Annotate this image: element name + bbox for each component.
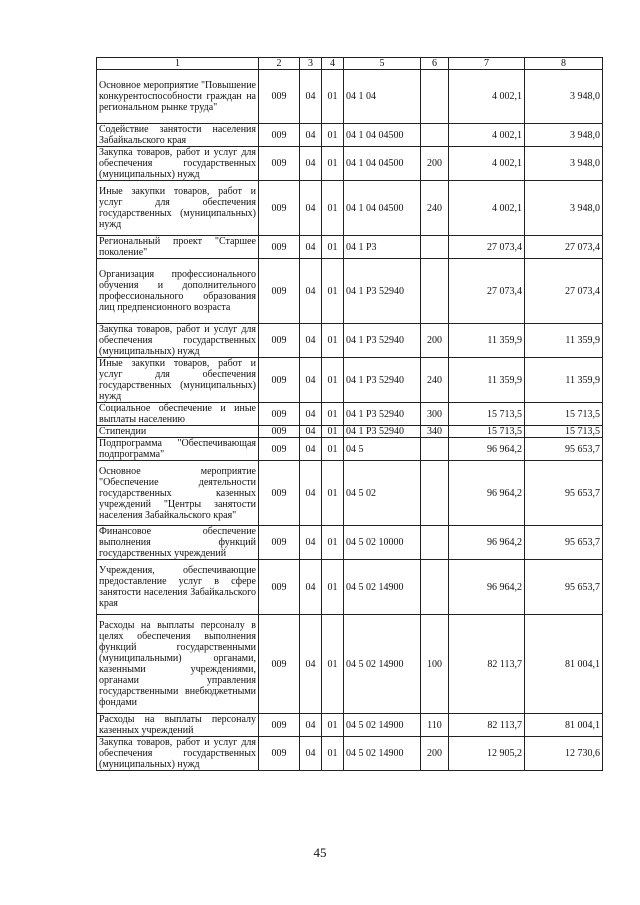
subsection-code: 01: [322, 560, 344, 615]
table-row: [97, 526, 603, 560]
table-row: [97, 615, 603, 714]
amount-col-7: 27 073,4: [449, 259, 525, 324]
table-row: [97, 426, 603, 438]
amount-col-7: 4 002,1: [449, 70, 525, 124]
section-code: 04: [300, 324, 322, 358]
admin-code: 009: [259, 403, 300, 426]
column-header: 6: [421, 58, 449, 70]
admin-code: 009: [259, 438, 300, 461]
amount-col-8: 27 073,4: [525, 236, 603, 259]
subsection-code: 01: [322, 358, 344, 403]
table-row: [97, 560, 603, 615]
target-code: 04 1 04: [344, 70, 421, 124]
column-header: 1: [97, 58, 259, 70]
row-name: Закупка товаров, работ и услуг для обеспечения государственных (муниципальных) нужд: [97, 147, 259, 181]
target-code: 04 1 04 04500: [344, 181, 421, 236]
expense-type-code: [421, 461, 449, 526]
row-name: Расходы на выплаты персоналу казенных учреждений: [97, 714, 259, 737]
amount-col-7: 4 002,1: [449, 124, 525, 147]
table-row: [97, 403, 603, 426]
expense-type-code: [421, 560, 449, 615]
expense-type-code: 200: [421, 737, 449, 771]
admin-code: 009: [259, 70, 300, 124]
amount-col-7: 96 964,2: [449, 526, 525, 560]
table-row: [97, 438, 603, 461]
table-row: [97, 358, 603, 403]
target-code: 04 5 02 14900: [344, 714, 421, 737]
section-code: 04: [300, 615, 322, 714]
amount-col-8: 11 359,9: [525, 324, 603, 358]
row-name: Содействие занятости населения Забайкальского края: [97, 124, 259, 147]
table-row: [97, 737, 603, 771]
table-body: [97, 58, 603, 771]
amount-col-7: 27 073,4: [449, 236, 525, 259]
expense-type-code: 240: [421, 358, 449, 403]
amount-col-8: 15 713,5: [525, 403, 603, 426]
admin-code: 009: [259, 461, 300, 526]
page-number: 45: [313, 845, 327, 860]
amount-col-7: 11 359,9: [449, 358, 525, 403]
expense-type-code: [421, 438, 449, 461]
admin-code: 009: [259, 181, 300, 236]
expense-type-code: 200: [421, 147, 449, 181]
amount-col-7: 11 359,9: [449, 324, 525, 358]
section-code: 04: [300, 403, 322, 426]
subsection-code: 01: [322, 737, 344, 771]
subsection-code: 01: [322, 714, 344, 737]
target-code: 04 5 02: [344, 461, 421, 526]
section-code: 04: [300, 560, 322, 615]
subsection-code: 01: [322, 70, 344, 124]
target-code: 04 5 02 14900: [344, 615, 421, 714]
amount-col-8: 81 004,1: [525, 714, 603, 737]
section-code: 04: [300, 426, 322, 438]
admin-code: 009: [259, 615, 300, 714]
expense-type-code: 110: [421, 714, 449, 737]
amount-col-7: 4 002,1: [449, 181, 525, 236]
subsection-code: 01: [322, 461, 344, 526]
amount-col-7: 15 713,5: [449, 426, 525, 438]
amount-col-7: 12 905,2: [449, 737, 525, 771]
section-code: 04: [300, 737, 322, 771]
row-name: Основное мероприятие "Повышение конкурентоспособности граждан на региональном рынке труда": [97, 70, 259, 124]
amount-col-8: 27 073,4: [525, 259, 603, 324]
table-row: [97, 147, 603, 181]
subsection-code: 01: [322, 124, 344, 147]
admin-code: 009: [259, 358, 300, 403]
target-code: 04 5 02 14900: [344, 737, 421, 771]
amount-col-8: 3 948,0: [525, 124, 603, 147]
subsection-code: 01: [322, 526, 344, 560]
subsection-code: 01: [322, 403, 344, 426]
expense-type-code: 240: [421, 181, 449, 236]
expense-type-code: [421, 124, 449, 147]
amount-col-8: 95 653,7: [525, 526, 603, 560]
column-header: 4: [322, 58, 344, 70]
target-code: 04 1 P3 52940: [344, 426, 421, 438]
section-code: 04: [300, 461, 322, 526]
table-row: [97, 181, 603, 236]
admin-code: 009: [259, 324, 300, 358]
section-code: 04: [300, 147, 322, 181]
expense-type-code: 100: [421, 615, 449, 714]
amount-col-7: 82 113,7: [449, 714, 525, 737]
section-code: 04: [300, 70, 322, 124]
expense-type-code: [421, 259, 449, 324]
row-name: Учреждения, обеспечивающие предоставление услуг в сфере занятости населения Забайкальского края: [97, 560, 259, 615]
amount-col-8: 12 730,6: [525, 737, 603, 771]
expense-type-code: [421, 236, 449, 259]
row-name: Иные закупки товаров, работ и услуг для обеспечения государственных (муниципальных) нужд: [97, 358, 259, 403]
row-name: Расходы на выплаты персоналу в целях обеспечения выполнения функций государственными (муниципальными) органами, казенными учреждениями, органами управления государственными внебюджетными фондами: [97, 615, 259, 714]
amount-col-8: 81 004,1: [525, 615, 603, 714]
row-name: Финансовое обеспечение выполнения функций государственных учреждений: [97, 526, 259, 560]
subsection-code: 01: [322, 147, 344, 181]
budget-table: [96, 57, 603, 771]
expense-type-code: [421, 526, 449, 560]
table-header-row: [97, 58, 603, 70]
section-code: 04: [300, 714, 322, 737]
subsection-code: 01: [322, 615, 344, 714]
expense-type-code: [421, 70, 449, 124]
target-code: 04 1 04 04500: [344, 147, 421, 181]
amount-col-8: 95 653,7: [525, 438, 603, 461]
target-code: 04 1 P3 52940: [344, 324, 421, 358]
amount-col-8: 3 948,0: [525, 70, 603, 124]
amount-col-8: 11 359,9: [525, 358, 603, 403]
amount-col-8: 95 653,7: [525, 560, 603, 615]
amount-col-8: 3 948,0: [525, 147, 603, 181]
row-name: Организация профессионального обучения и дополнительного профессионального образования лиц предпенсионного возраста: [97, 259, 259, 324]
admin-code: 009: [259, 124, 300, 147]
subsection-code: 01: [322, 324, 344, 358]
row-name: Основное мероприятие "Обеспечение деятельности государственных казенных учреждений "Центры занятости населения Забайкальского края": [97, 461, 259, 526]
row-name: Социальное обеспечение и иные выплаты населению: [97, 403, 259, 426]
admin-code: 009: [259, 714, 300, 737]
section-code: 04: [300, 438, 322, 461]
row-name: Иные закупки товаров, работ и услуг для обеспечения государственных (муниципальных) нужд: [97, 181, 259, 236]
admin-code: 009: [259, 526, 300, 560]
section-code: 04: [300, 236, 322, 259]
admin-code: 009: [259, 426, 300, 438]
target-code: 04 5: [344, 438, 421, 461]
amount-col-8: 3 948,0: [525, 181, 603, 236]
target-code: 04 1 P3 52940: [344, 259, 421, 324]
subsection-code: 01: [322, 259, 344, 324]
amount-col-7: 15 713,5: [449, 403, 525, 426]
expense-type-code: 200: [421, 324, 449, 358]
expense-type-code: 340: [421, 426, 449, 438]
amount-col-7: 4 002,1: [449, 147, 525, 181]
section-code: 04: [300, 358, 322, 403]
section-code: 04: [300, 259, 322, 324]
subsection-code: 01: [322, 426, 344, 438]
amount-col-7: 96 964,2: [449, 438, 525, 461]
amount-col-8: 95 653,7: [525, 461, 603, 526]
section-code: 04: [300, 181, 322, 236]
subsection-code: 01: [322, 181, 344, 236]
amount-col-8: 15 713,5: [525, 426, 603, 438]
row-name: Региональный проект "Старшее поколение": [97, 236, 259, 259]
row-name: Закупка товаров, работ и услуг для обеспечения государственных (муниципальных) нужд: [97, 737, 259, 771]
table-row: [97, 70, 603, 124]
subsection-code: 01: [322, 236, 344, 259]
amount-col-7: 96 964,2: [449, 560, 525, 615]
table-row: [97, 259, 603, 324]
subsection-code: 01: [322, 438, 344, 461]
target-code: 04 1 P3: [344, 236, 421, 259]
column-header: 5: [344, 58, 421, 70]
column-header: 3: [300, 58, 322, 70]
row-name: Стипендии: [97, 426, 259, 438]
target-code: 04 5 02 10000: [344, 526, 421, 560]
amount-col-7: 96 964,2: [449, 461, 525, 526]
row-name: Подпрограмма "Обеспечивающая подпрограмма": [97, 438, 259, 461]
amount-col-7: 82 113,7: [449, 615, 525, 714]
row-name: Закупка товаров, работ и услуг для обеспечения государственных (муниципальных) нужд: [97, 324, 259, 358]
table-row: [97, 714, 603, 737]
section-code: 04: [300, 124, 322, 147]
target-code: 04 1 P3 52940: [344, 403, 421, 426]
table-row: [97, 124, 603, 147]
admin-code: 009: [259, 737, 300, 771]
column-header: 8: [525, 58, 603, 70]
admin-code: 009: [259, 560, 300, 615]
expense-type-code: 300: [421, 403, 449, 426]
target-code: 04 1 04 04500: [344, 124, 421, 147]
table-row: [97, 461, 603, 526]
target-code: 04 5 02 14900: [344, 560, 421, 615]
admin-code: 009: [259, 236, 300, 259]
admin-code: 009: [259, 147, 300, 181]
table-row: [97, 324, 603, 358]
column-header: 2: [259, 58, 300, 70]
admin-code: 009: [259, 259, 300, 324]
target-code: 04 1 P3 52940: [344, 358, 421, 403]
section-code: 04: [300, 526, 322, 560]
column-header: 7: [449, 58, 525, 70]
table-row: [97, 236, 603, 259]
